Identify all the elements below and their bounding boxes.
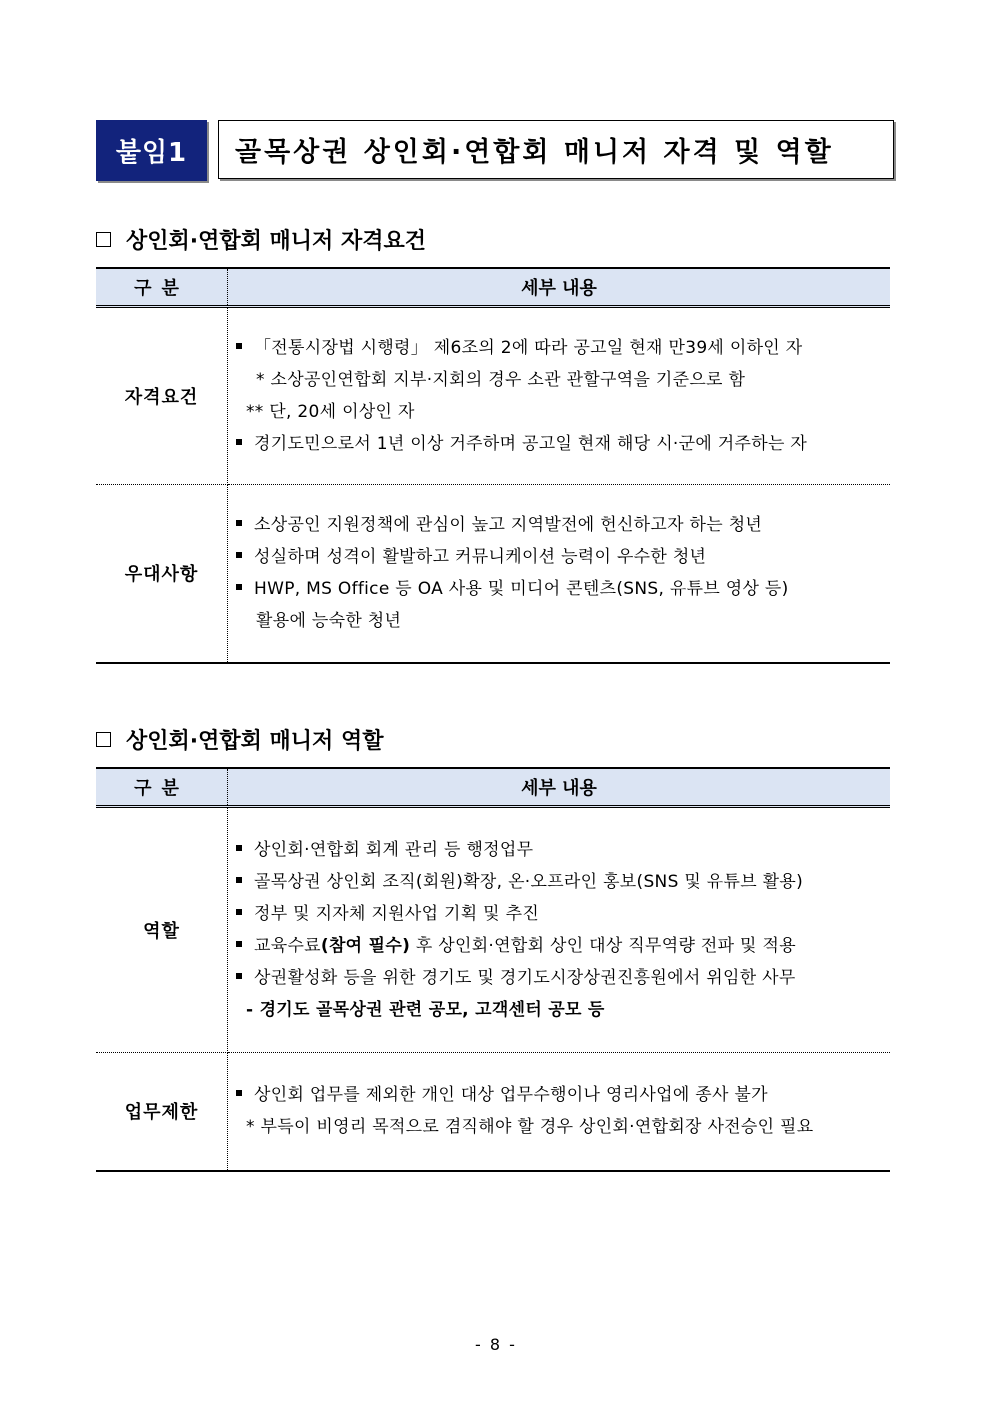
list-item: 경기도민으로서 1년 이상 거주하며 공고일 현재 해당 시·군에 거주하는 자 (236, 428, 880, 460)
table-header-row (96, 268, 890, 307)
document-title-bar (96, 120, 896, 181)
list-item: 정부 및 지자체 지원사업 기획 및 추진 (236, 898, 880, 930)
document-title: 골목상권 상인회·연합회 매니저 자격 및 역할 (218, 120, 894, 179)
sub-item: - 경기도 골목상권 관련 공모, 고객센터 공모 등 (246, 1000, 605, 1020)
bullet-icon (236, 552, 242, 558)
bullet-icon (236, 909, 242, 915)
header-category: 구분 (96, 768, 228, 807)
note-item: * 부득이 비영리 목적으로 겸직해야 할 경우 상인회·연합회장 사전승인 필요 (246, 1117, 814, 1138)
list-item: 상인회·연합회 회계 관리 등 행정업무 (236, 834, 880, 866)
section-heading-text: 상인회·연합회 매니저 자격요건 (126, 229, 426, 254)
attachment-tag: 붙임1 (96, 120, 207, 181)
row-category: 우대사항 (96, 485, 228, 663)
row-detail (228, 807, 891, 1053)
list-item: 소상공인 지원정책에 관심이 높고 지역발전에 헌신하고자 하는 청년 (236, 509, 880, 541)
list-item: 성실하며 성격이 활발하고 커뮤니케이션 능력이 우수한 청년 (236, 541, 880, 573)
bullet-icon (236, 941, 242, 947)
list-item: 교육수료(참여 필수) 후 상인회·연합회 상인 대상 직무역량 전파 및 적용 (236, 930, 880, 962)
bullet-icon (236, 973, 242, 979)
bullet-icon (236, 845, 242, 851)
section-heading-role (96, 724, 383, 755)
list-item: HWP, MS Office 등 OA 사용 및 미디어 콘텐츠(SNS, 유튜브 영상 등) (236, 573, 880, 605)
checkbox-square-icon (96, 732, 111, 747)
header-category: 구분 (96, 268, 228, 307)
row-category: 역할 (96, 807, 228, 1053)
bullet-icon (236, 584, 242, 590)
qualifications-table (96, 267, 890, 664)
list-item: 상권활성화 등을 위한 경기도 및 경기도시장상권진흥원에서 위임한 사무 (236, 962, 880, 994)
note-item: * 소상공인연합회 지부·지회의 경우 소관 관할구역을 기준으로 함 (256, 370, 746, 390)
section-heading-text: 상인회·연합회 매니저 역할 (126, 729, 384, 754)
table-header-row (96, 768, 890, 807)
checkbox-square-icon (96, 232, 111, 247)
role-table (96, 767, 890, 1172)
bullet-icon (236, 520, 242, 526)
bullet-icon (236, 877, 242, 883)
row-category: 업무제한 (96, 1053, 228, 1171)
note-item: ** 단, 20세 이상인 자 (246, 402, 415, 422)
page-number: - 8 - (475, 1335, 517, 1354)
row-detail (228, 1053, 891, 1171)
table-row (96, 1053, 890, 1171)
header-detail: 세부 내용 (228, 268, 891, 307)
bullet-icon (236, 343, 242, 349)
row-detail (228, 307, 891, 485)
list-item: 상인회 업무를 제외한 개인 대상 업무수행이나 영리사업에 종사 불가 (236, 1079, 880, 1111)
header-detail: 세부 내용 (228, 768, 891, 807)
table-row (96, 307, 890, 485)
row-detail (228, 485, 891, 663)
list-item: 「전통시장법 시행령」 제6조의 2에 따라 공고일 현재 만39세 이하인 자 (236, 332, 880, 364)
table-row (96, 485, 890, 663)
list-item: 골목상권 상인회 조직(회원)확장, 온·오프라인 홍보(SNS 및 유튜브 활용) (236, 866, 880, 898)
row-category: 자격요건 (96, 307, 228, 485)
bullet-icon (236, 1090, 242, 1096)
bullet-icon (236, 439, 242, 445)
list-item-continuation: 활용에 능숙한 청년 (256, 611, 402, 632)
section-heading-qualifications (96, 224, 426, 255)
table-row (96, 807, 890, 1053)
